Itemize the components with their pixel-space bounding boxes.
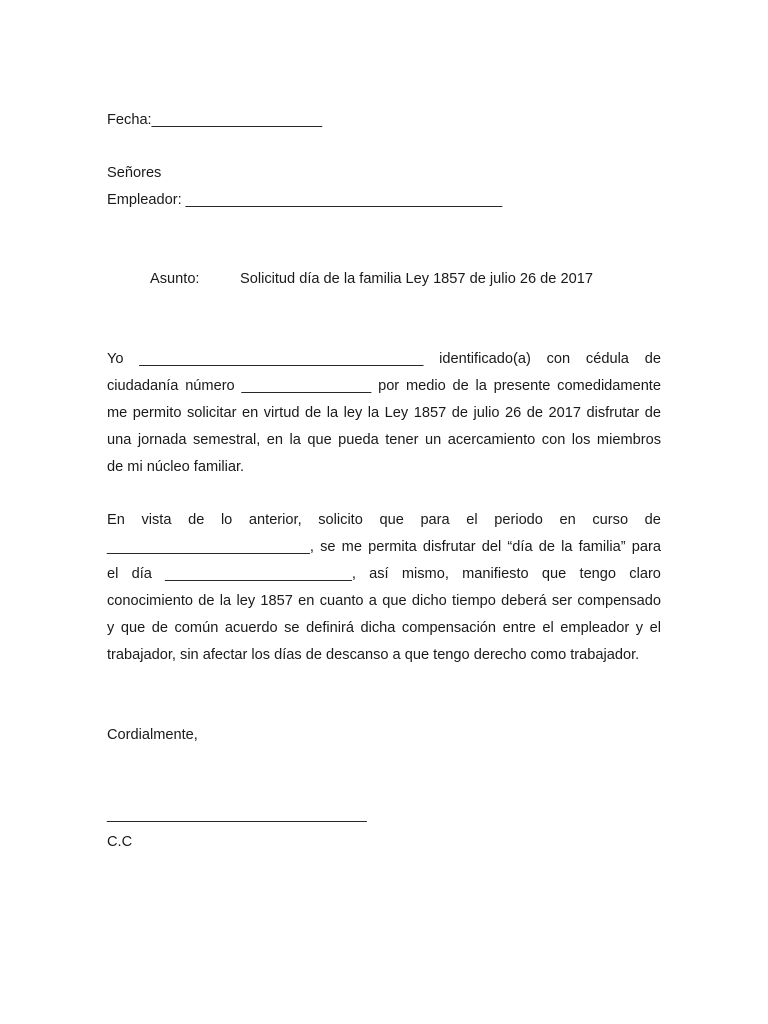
date-line: Fecha:_____________________ — [107, 112, 323, 128]
word: con — [546, 351, 571, 367]
paragraph-row: trabajador, sin afectar los días de descanso a que tengo derecho como trabajador. — [107, 647, 640, 663]
paragraph-row: me permito solicitar en virtud de la ley la Ley 1857 de julio 26 de 2017 disfrutar de — [107, 405, 661, 421]
word: periodo — [494, 512, 543, 528]
paragraph-row: una jornada semestral, en la que pueda tener un acercamiento con los miembros — [107, 432, 661, 448]
subject-label: Asunto: — [150, 271, 200, 287]
word: la — [475, 378, 487, 394]
paragraph-period — [107, 507, 661, 669]
word: curso — [592, 512, 629, 528]
word: presente — [493, 378, 551, 394]
word: que — [541, 566, 567, 582]
word: por — [378, 378, 400, 394]
paragraph-row: y que de común acuerdo se definirá dicha compensación entre el empleador y el — [107, 620, 661, 636]
word: de — [188, 512, 205, 528]
word: comedidamente — [557, 378, 661, 394]
word: de — [644, 512, 661, 528]
signature-line: ________________________________ — [107, 807, 367, 823]
paragraph-row: de mi núcleo familiar. — [107, 459, 245, 475]
paragraph-row — [107, 373, 661, 400]
employer-line: Empleador: _______________________________________ — [107, 192, 503, 208]
word: vista — [141, 512, 172, 528]
word: lo — [220, 512, 233, 528]
paragraph-row — [107, 561, 661, 588]
paragraph-row: conocimiento de la ley 1857 en cuanto a que dicho tiempo deberá ser compensado — [107, 593, 661, 609]
word: día — [131, 566, 152, 582]
word: tengo — [579, 566, 617, 582]
word: de — [452, 378, 469, 394]
salutation: Señores — [107, 165, 162, 181]
word: solicito — [318, 512, 363, 528]
word: medio — [405, 378, 446, 394]
word: mismo, — [401, 566, 449, 582]
word: En — [107, 512, 125, 528]
paragraph-row — [107, 346, 661, 373]
id-blank: ________________ — [241, 378, 372, 394]
word: número — [185, 378, 235, 394]
word: el — [466, 512, 478, 528]
word: de — [644, 351, 661, 367]
paragraph-request — [107, 346, 661, 481]
day-blank: _______________________, — [165, 566, 356, 582]
word: cédula — [585, 351, 629, 367]
word: manifiesto — [462, 566, 529, 582]
word: que — [379, 512, 404, 528]
word: el — [107, 566, 119, 582]
paragraph-row: _________________________, se me permita disfrutar del “día de la familia” para — [107, 539, 661, 555]
word: para — [420, 512, 450, 528]
subject-text: Solicitud día de la familia Ley 1857 de julio 26 de 2017 — [240, 271, 593, 287]
name-blank: ___________________________________ — [139, 351, 424, 367]
paragraph-row — [107, 507, 661, 534]
id-label: C.C — [107, 834, 133, 850]
word: anterior, — [248, 512, 302, 528]
word: Yo — [107, 351, 124, 367]
word: en — [559, 512, 576, 528]
word: identificado(a) — [439, 351, 531, 367]
word: claro — [629, 566, 661, 582]
word: ciudadanía — [107, 378, 179, 394]
closing-text: Cordialmente, — [107, 727, 198, 743]
word: así — [369, 566, 389, 582]
